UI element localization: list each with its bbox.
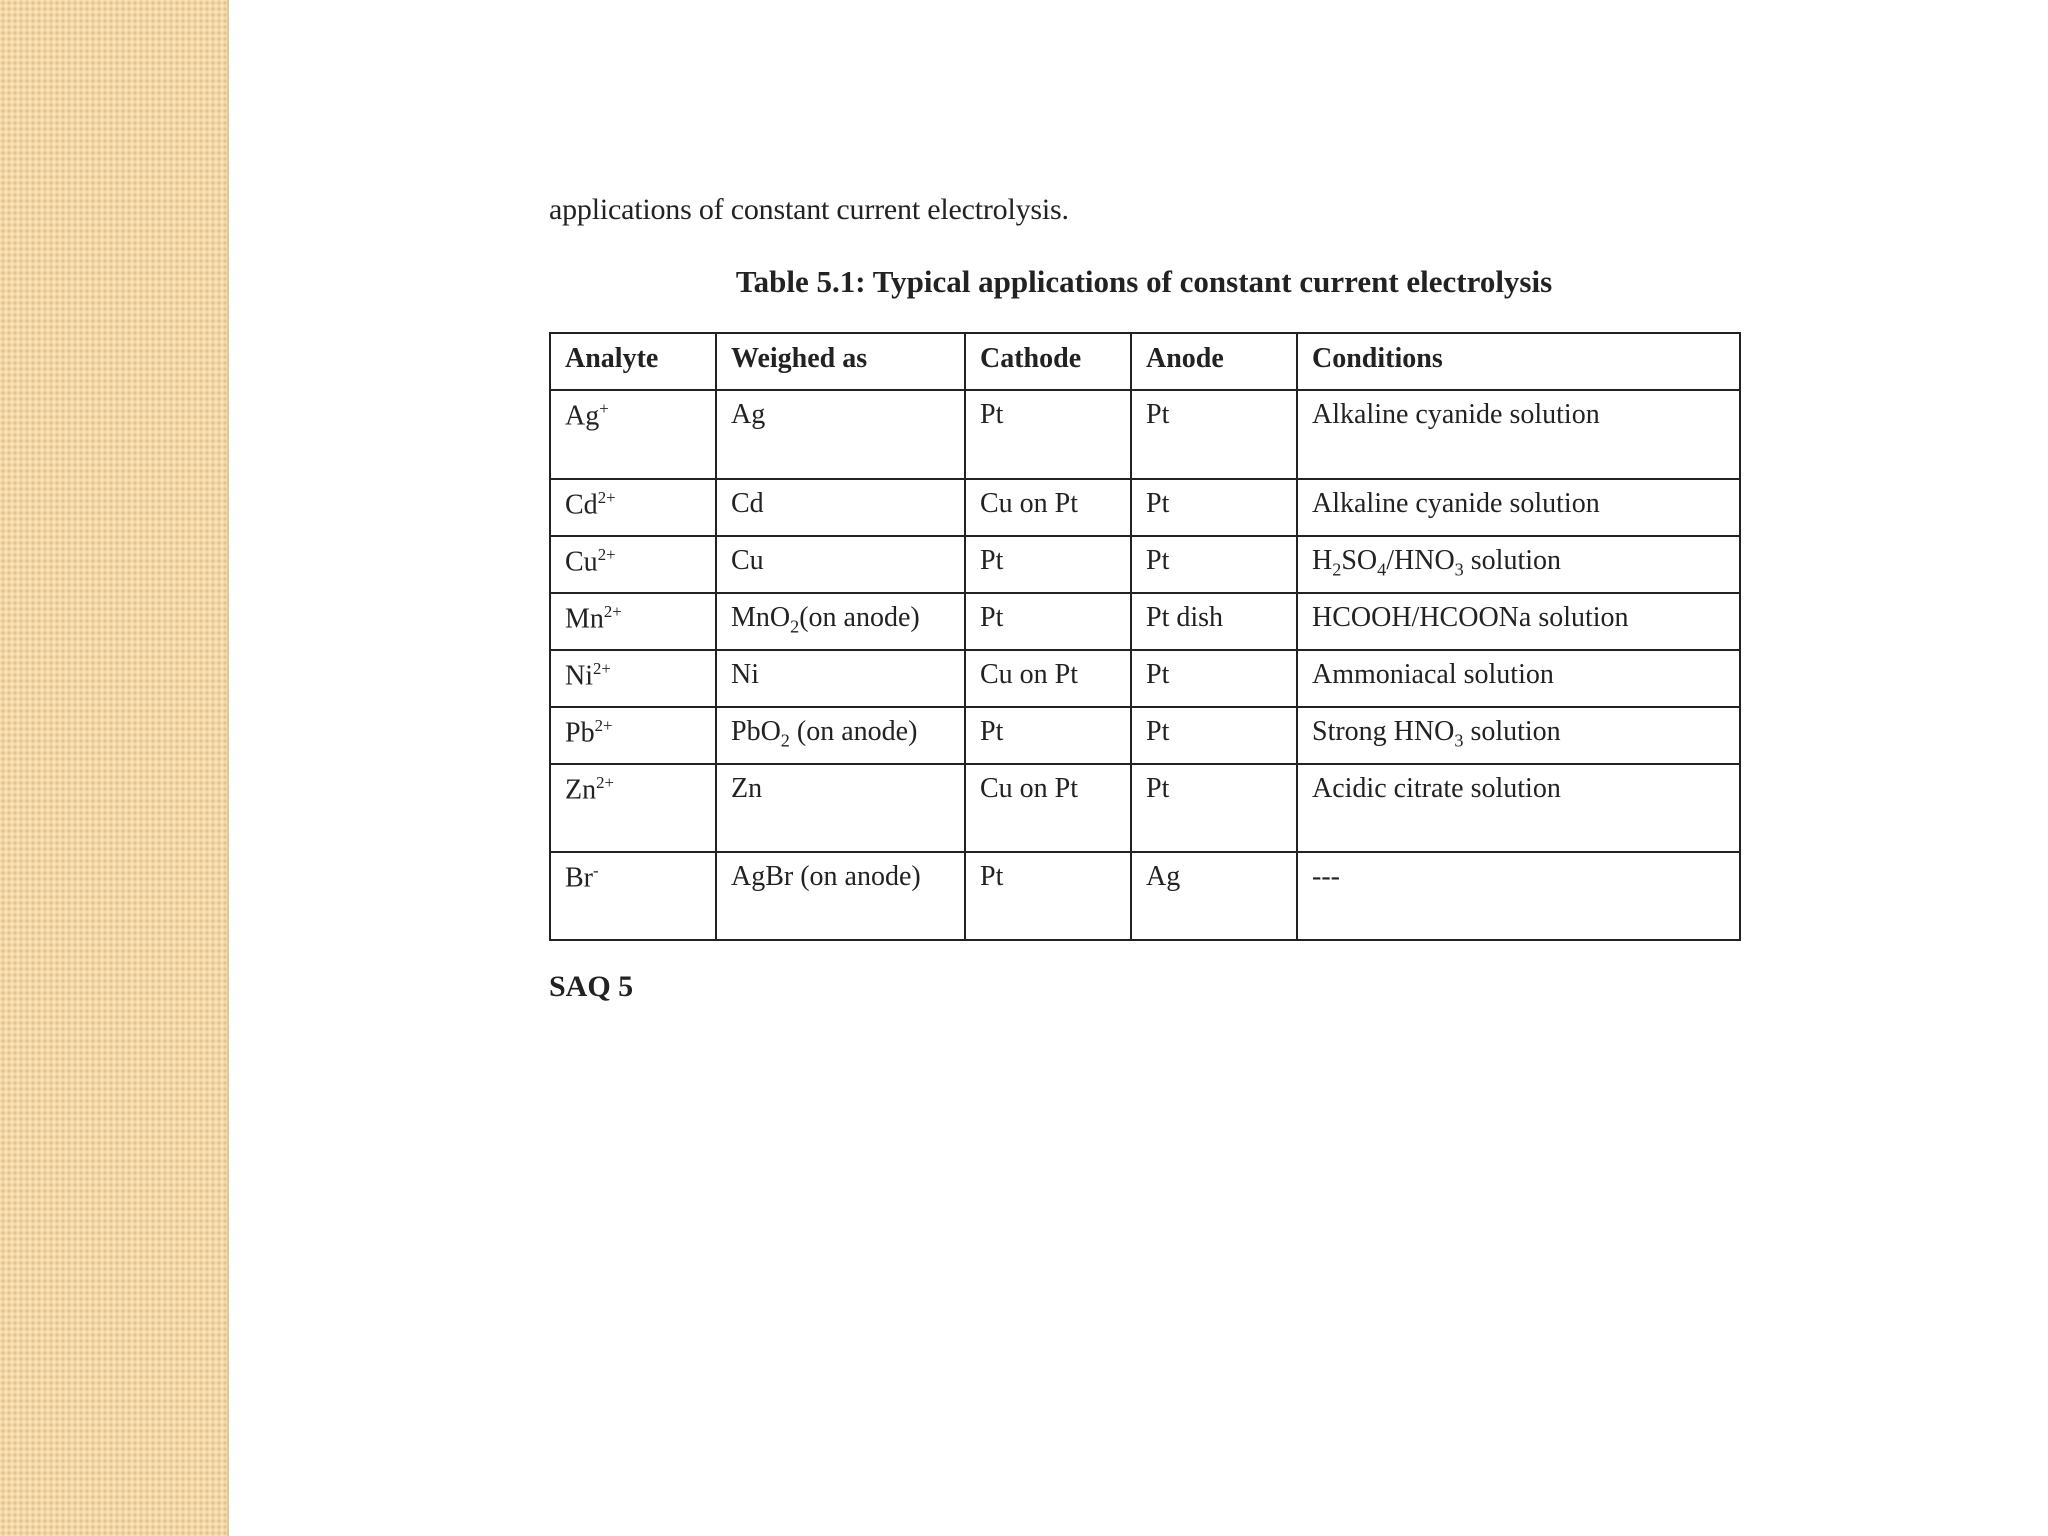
cell-anode: Ag: [1131, 852, 1297, 940]
header-analyte: Analyte: [550, 333, 716, 390]
table-row: [550, 764, 1740, 852]
cell-weighed-as: AgBr (on anode): [716, 852, 965, 940]
cell-weighed-as: Ni: [716, 650, 965, 707]
table-body: [550, 390, 1740, 940]
table-caption: Table 5.1: Typical applications of constant current electrolysis: [735, 264, 1553, 299]
table-row: [550, 707, 1740, 764]
table-row: [550, 852, 1740, 940]
analyte-charge: 2+: [593, 659, 611, 678]
cell-cathode: Pt: [965, 852, 1131, 940]
analyte-charge: 2+: [597, 488, 616, 507]
sidebar-edge: [227, 0, 229, 1536]
cell-conditions: HCOOH/HCOONa solution: [1297, 593, 1740, 650]
analyte-charge: 2+: [596, 773, 614, 792]
table-row: [550, 390, 1740, 479]
cutoff-heading: SAQ 5: [549, 970, 634, 1003]
cell-analyte: $Zn^{2+}$: [550, 764, 716, 852]
cell-analyte: Br-: [550, 852, 716, 940]
cell-anode: Pt: [1131, 536, 1297, 593]
cell-cathode: Cu on Pt: [965, 764, 1131, 852]
analyte-charge: +: [599, 399, 609, 418]
intro-text: applications of constant current electrolysis.: [549, 193, 1069, 226]
cell-cathode: Pt: [965, 593, 1131, 650]
cell-cathode: Cu on Pt: [965, 650, 1131, 707]
cell-analyte: $Mn^{2+}$: [550, 593, 716, 650]
cell-conditions: Alkaline cyanide solution: [1297, 390, 1740, 479]
cell-conditions: Acidic citrate solution: [1297, 764, 1740, 852]
cell-conditions: Strong $HNO_3$ solution: [1297, 707, 1740, 764]
cell-weighed-as: PbO$_2$ (on anode): [716, 707, 965, 764]
header-anode: Anode: [1131, 333, 1297, 390]
table-row: [550, 479, 1740, 536]
cell-conditions: $H_2SO_4/HNO_3$ solution: [1297, 536, 1740, 593]
decorative-sidebar: [0, 0, 227, 1536]
cell-anode: Pt: [1131, 650, 1297, 707]
cell-weighed-as: Cu: [716, 536, 965, 593]
cell-analyte: $Cd^{2+}$: [550, 479, 716, 536]
cell-weighed-as: Zn: [716, 764, 965, 852]
cell-conditions: Ammoniacal solution: [1297, 650, 1740, 707]
analyte-charge: 2+: [597, 545, 616, 564]
slide-content: [549, 190, 1739, 894]
cell-anode: Pt: [1131, 764, 1297, 852]
table-header-row: [550, 333, 1740, 390]
cell-analyte: $Pb^{2+}$: [550, 707, 716, 764]
table-row: [550, 536, 1740, 593]
cell-cathode: Pt: [965, 536, 1131, 593]
cell-weighed-as: Ag: [716, 390, 965, 479]
cell-conditions: Alkaline cyanide solution: [1297, 479, 1740, 536]
cell-cathode: Pt: [965, 390, 1131, 479]
header-cathode: Cathode: [965, 333, 1131, 390]
cell-anode: Pt: [1131, 390, 1297, 479]
cell-analyte: $Ni^{2+}$: [550, 650, 716, 707]
cell-cathode: Pt: [965, 707, 1131, 764]
applications-table: [549, 332, 1741, 941]
cell-weighed-as: Cd: [716, 479, 965, 536]
cell-weighed-as: MnO$_2$(on anode): [716, 593, 965, 650]
cell-analyte: Ag+: [550, 390, 716, 479]
cell-anode: Pt: [1131, 707, 1297, 764]
cell-anode: Pt dish: [1131, 593, 1297, 650]
header-weighed-as: Weighed as: [716, 333, 965, 390]
table-row: [550, 650, 1740, 707]
cell-conditions: ---: [1297, 852, 1740, 940]
cell-anode: Pt: [1131, 479, 1297, 536]
header-conditions: Conditions: [1297, 333, 1740, 390]
analyte-charge: 2+: [603, 602, 622, 621]
cell-analyte: $Cu^{2+}$: [550, 536, 716, 593]
analyte-charge: 2+: [594, 716, 613, 735]
table-row: [550, 593, 1740, 650]
analyte-charge: -: [593, 861, 599, 880]
cell-cathode: Cu on Pt: [965, 479, 1131, 536]
